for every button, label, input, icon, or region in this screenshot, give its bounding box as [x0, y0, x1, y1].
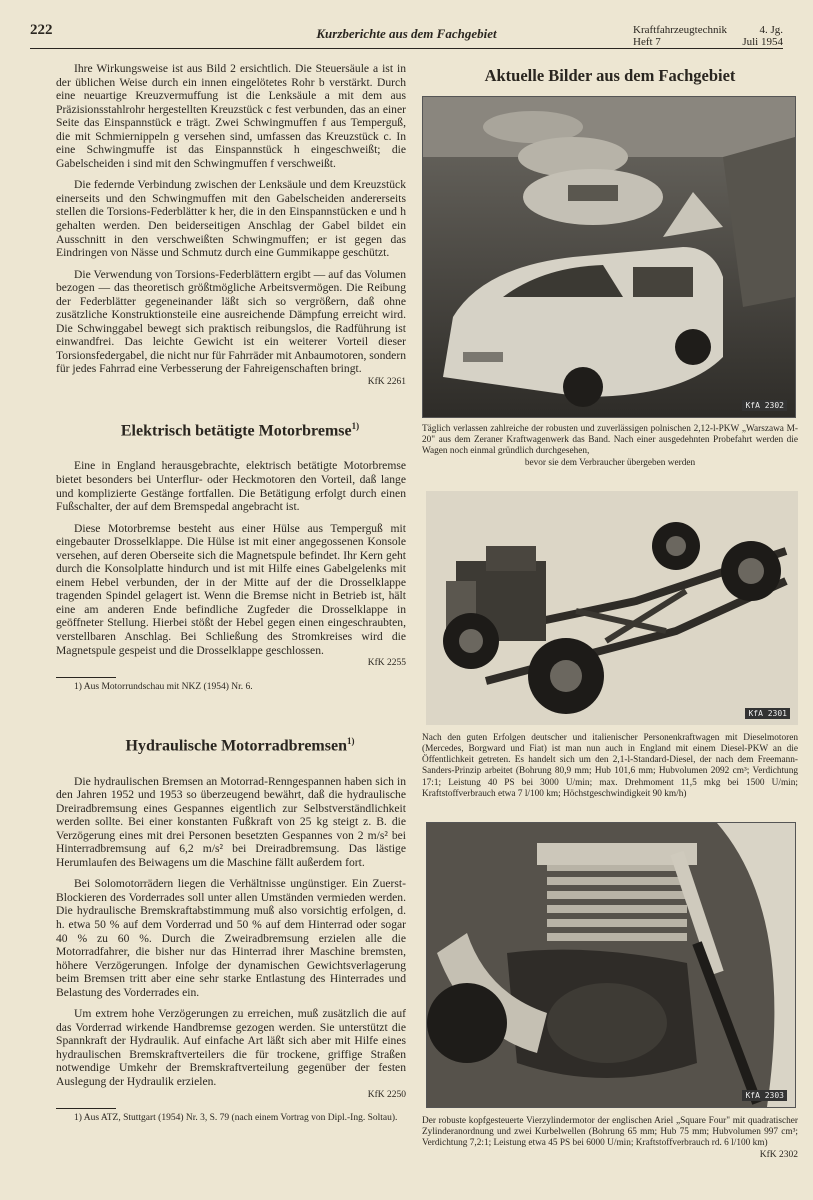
journal-year: 4. Jg. [759, 24, 783, 36]
photo-ariel-engine [426, 822, 796, 1108]
journal-issue: Heft 7 [633, 36, 661, 48]
paragraph: Bei Solomotorrädern liegen die Verhältnisse ungünstiger. Ein Zuerst-Blockieren des Vorderrades soll unter allen Umständen vermieden werden. Die hydraulische Bremskraftabstimmung muß also vorsichtig erfolgen, d. h. etwa 50 % auf dem Vorderrad und 50 % auf dem Hinterrad oder sogar 40 % zu 60 %. Durch die Zweiradbremsung erzielen alle die Motorradfahrer, die bisher nur das Hinterrad ihrer Maschine bremsten, höhere Verzögerungen. Infolge der dynamischen Gewichtsverlagerung beim Bremsen tritt aber eine sehr starke Entlastung des Hinterrades und Belastung des Vorderrades ein. [56, 877, 406, 999]
article-title [56, 420, 406, 438]
caption-text: Der robuste kopfgesteuerte Vierzylindermotor der englischen Ariel „Square Four" mit quadratischer Zylinderanordnung und zwei Kurbelwellen (Bohrung 65 mm; Hub 75 mm; Hubvolumen 997 cm³; Verdichtung 7,2:1; Leistung etwa 45 PS bei 6000 U/min; Kraftstoffverbrauch rd. 6 l/100 km) [422, 1116, 798, 1149]
article-title-text: Hydraulische Motorradbremsen [125, 736, 347, 754]
gallery-title: Aktuelle Bilder aus dem Fachgebiet [484, 66, 736, 85]
paragraph: Diese Motorbremse besteht aus einer Hülse aus Temperguß mit eingebauter Drosselklappe. Die Hülse ist mit einer angegossenen Konsole versehen, auf deren Oberseite sich die Magnetspule befindet. Ihr Kern geht durch die Konsolplatte hindurch und ist mit Hilfe eines Gabelgelenks mit einem Hebel verbunden, der in der Mitte auf der die Drosselklappe tragenden Spindel gelagert ist. Wenn die Bremse nicht in Betrieb ist, hält eine am anderen Ende befindliche Zugfeder die Drosselklappe in geöffneter Stellung. Hierbei stößt der Hebel gegen einen eingeschraubten, verstellbaren Anschlag. Bei Schließung des Stromkreises wird die Magnetspule gespeist und die Drosselklappe geschlossen. [56, 521, 406, 657]
paragraph: Die federnde Verbindung zwischen der Lenksäule und dem Kreuzstück einerseits und den Schwingmuffen mit den Gabelscheiden andererseits stellen die Torsions-Federblätter k her, die in den Einspannstücken e und h gehalten werden. Den beiderseitigen Anschlag der Gabel bildet ein Ausschnitt in den verschweißten Schwingmuffen; er ist gegen das Eindringen von Nässe und Schmutz durch eine Gummikappe geschützt. [56, 178, 406, 260]
caption: Täglich verlassen zahlreiche der robusten und zuverlässigen polnischen 2,12-l-PKW „Warszawa M-20" aus dem Zeraner Kraftwagenwerk das Band. Nach einer ausgedehnten Probefahrt werden die Wagen noch einmal gründlich durchgesehen, [422, 424, 798, 457]
photo-diesel-chassis [426, 491, 798, 725]
paragraph: Eine in England herausgebrachte, elektrisch betätigte Motorbremse bietet besonders bei Unterflur- oder Heckmotoren den Vorteil, daß lange und komplizierte Gestänge fortfallen. Die Betätigung erfolgt durch einen Fußschalter, der auf dem Bremspedal angebracht ist. [56, 459, 406, 514]
paragraph: Die Verwendung von Torsions-Federblättern ergibt — auf das Volumen bezogen — das theoretisch größtmögliche Arbeitsvermögen. Die Reibung der Federblätter gegeneinander läßt sich so vergrößern, daß ohne zusätzliche Konstruktionsteile eine ausreichende Dämpfung erreicht wird. Die Schwinggabel bewegt sich praktisch reibungslos, die Radführung ist einwandfrei. Das leichte Gewicht ist ein weiterer Vorteil dieser Torsionsfedergabel, die nicht nur für Fahrräder mit Anbaumotoren, sondern für jedes Fahrrad eine Verbesserung der Fahreigenschaften bringt. [56, 267, 406, 376]
right-column [422, 62, 798, 1161]
article-title [56, 735, 406, 753]
footnote: 1) Aus Motorrundschau mit NKZ (1954) Nr. 6. [74, 681, 253, 692]
paragraph: Ihre Wirkungsweise ist aus Bild 2 ersichtlich. Die Steuersäule a ist in der üblichen Weise durch ein innen eingelötetes Rohr b verstärkt. Durch eine neuartige Kreuzvermuffung ist die Lenksäule a mit dem aus Präzisionsstahlrohr hergestellten Kreuzstück c fest verbunden, das an einer Seite das Einspannstück e trägt. Zwei Schwingmuffen f aus Temperguß, die mit Schmiernippeln g versehen sind, umfassen das Kreuzstück c. In eine Schwingmuffe ist das Einspannstück h eingeschweißt; die Gabelscheiden i sind mit den Schwingmuffen f verschweißt. [56, 62, 406, 170]
photo-cars-assembly [422, 96, 796, 418]
journal-name: Kraftfahrzeugtechnik [633, 24, 728, 36]
paragraph: Um extrem hohe Verzögerungen zu erreichen, muß zusätzlich die auf das Vorderrad wirkende Handbremse gezogen werden. Sie unterstützt die Spannkraft der Hydraulik. Auf einfache Art läßt sich aber mit Hilfe eines hydraulischen Bremskraftverteilers die für trockene, griffige Straßen notwendige Umkehr der Bremskraftverteilung gegenüber der festen Auslegung der Hydraulik erzielen. [56, 1007, 406, 1089]
page-number: 222 [30, 22, 53, 38]
footnote-rule [56, 1108, 116, 1109]
caption: bevor sie dem Verbraucher übergeben werden [524, 457, 696, 468]
journal-date: Juli 1954 [742, 36, 783, 48]
photo-tag: KfA 2301 [745, 708, 790, 719]
footnote-rule [56, 677, 116, 678]
page-header [30, 24, 783, 48]
article-title-text: Elektrisch betätigte Motorbremse [120, 421, 352, 439]
footnote-mark: 1) [346, 735, 355, 746]
journal-info [633, 24, 783, 48]
photo-tag: KfA 2302 [742, 400, 787, 411]
paragraph: Die hydraulischen Bremsen an Motorrad-Renngespannen haben sich in den Jahren 1952 und 1953 so überzeugend bewährt, daß die hydraulische Dreiradbremsung eines Gespannes eigentlich zur Selbstverständlichkeit werden sollte. Bei einer konstanten Fußkraft von 25 kg steigt z. B. die Verzögerung eines mit drei Personen besetzten Gespannes von 2 m/s² bei Hinterradbremsung auf 6,2 m/s² bei Dreiradbremsung. Das lästige Herumlaufen des Beiwagens um die Maschine fällt außerdem fort. [56, 774, 406, 869]
reference-code: KfK 2302 [759, 1149, 798, 1160]
caption: Nach den guten Erfolgen deutscher und italienischer Personenkraftwagen mit Dieselmotoren (Mercedes, Borgward und Fiat) ist man nun auch in England mit einem Diesel-PKW an die Öffentlichkeit getreten. Es handelt sich um den 2,1-l-Standard-Diesel, der nach dem Freemann-Sanders-Prinzip arbeitet (Bohrung 80,9 mm; Hub 101,6 mm; Hubvolumen 2092 cm³; Verdichtung 17:1; Leistung 40 PS bei 3000 U/min; max. Drehmoment 11,5 mkg bei 1500 U/min; Kraftstoffverbrauch etwa 7 l/100 km; Höchstgeschwindigkeit 90 km/h) [422, 732, 798, 799]
caption [422, 1116, 798, 1160]
photo-tag: KfA 2303 [742, 1090, 787, 1101]
header-rule [30, 48, 783, 49]
footnote: 1) Aus ATZ, Stuttgart (1954) Nr. 3, S. 79 (nach einem Vortrag von Dipl.-Ing. Soltau). [74, 1113, 398, 1124]
reference-code: KfK 2261 [367, 377, 406, 388]
left-column [56, 62, 406, 1132]
reference-code: KfK 2250 [367, 1089, 406, 1100]
footnote-mark: 1) [351, 420, 360, 431]
section-title: Kurzberichte aus dem Fachgebiet [316, 26, 497, 41]
reference-code: KfK 2255 [367, 658, 406, 669]
